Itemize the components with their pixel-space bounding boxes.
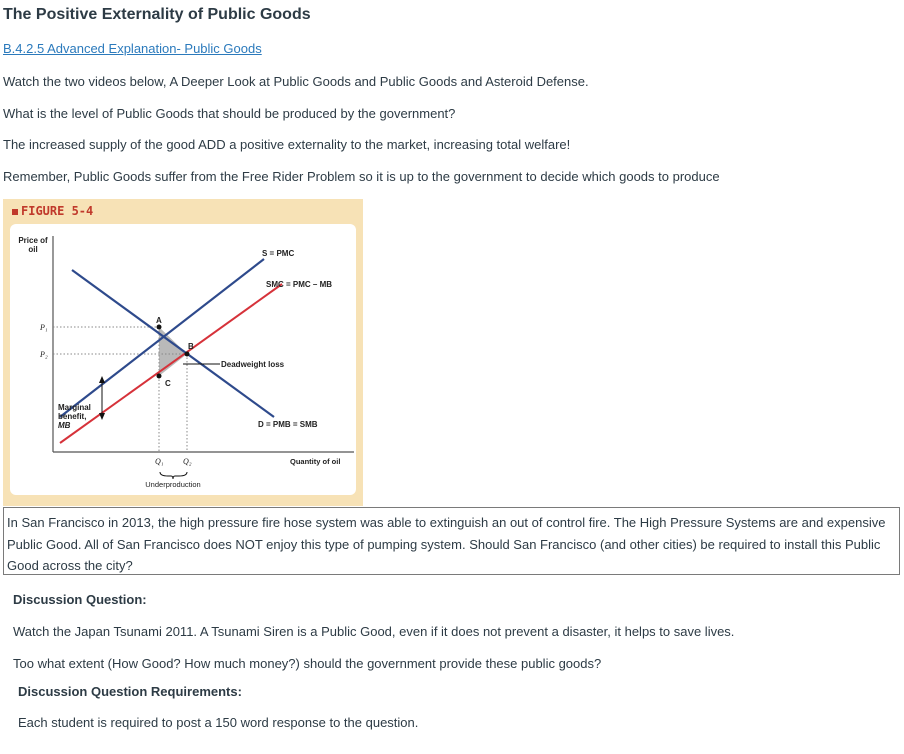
underproduction-label: Underproduction	[145, 480, 201, 489]
paragraph-videos: Watch the two videos below, A Deeper Look at Public Goods and Public Goods and Asteroid Defense.	[3, 74, 589, 89]
paragraph-free-rider: Remember, Public Goods suffer from the Free Rider Problem so it is up to the government to decide which goods to produce	[3, 169, 720, 184]
demand-label: D = PMB = SMB	[258, 420, 318, 429]
point-b-label: B	[188, 342, 194, 351]
point-b-marker	[185, 352, 190, 357]
requirements-heading: Discussion Question Requirements:	[18, 684, 242, 699]
marginal-benefit-label-2: benefit,	[58, 412, 87, 421]
p2-label: P₂	[40, 350, 48, 359]
y-axis-label-2: oil	[28, 245, 38, 254]
underproduction-brace	[160, 472, 187, 479]
supply-label: S = PMC	[262, 249, 295, 258]
y-axis-label-1: Price of	[18, 236, 48, 245]
q1-label: Q₁	[155, 457, 164, 466]
x-axis-label: Quantity of oil	[290, 457, 341, 466]
arrow-up-icon	[99, 376, 105, 383]
scenario-box: In San Francisco in 2013, the high pressure fire hose system was able to extinguish an out of control fire. The High Pressure Systems are and expensive Public Good. All of San Francisco does NOT enjoy this type of pumping system. Should San Francisco (and other cities) be required to install this Public Good across the city?	[3, 507, 900, 575]
point-c-marker	[157, 374, 162, 379]
paragraph-externality: The increased supply of the good ADD a positive externality to the market, increasing total welfare!	[3, 137, 571, 152]
figure-5-4	[3, 199, 363, 506]
discussion-text-tsunami: Watch the Japan Tsunami 2011. A Tsunami Siren is a Public Good, even if it does not prevent a disaster, it helps to save lives.	[13, 624, 735, 639]
paragraph-question: What is the level of Public Goods that should be produced by the government?	[3, 106, 456, 121]
point-a-marker	[157, 325, 162, 330]
advanced-explanation-link[interactable]: B.4.2.5 Advanced Explanation- Public Goods	[3, 41, 262, 56]
deadweight-label: Deadweight loss	[221, 360, 285, 369]
discussion-text-extent: Too what extent (How Good? How much money?) should the government provide these public goods?	[13, 656, 602, 671]
marginal-benefit-label-1: Marginal	[58, 403, 91, 412]
discussion-heading: Discussion Question:	[13, 592, 147, 607]
chart-panel	[10, 224, 356, 495]
page-title: The Positive Externality of Public Goods	[3, 6, 311, 23]
q2-label: Q₂	[183, 457, 192, 466]
externality-chart	[10, 224, 356, 495]
square-bullet-icon	[12, 209, 18, 215]
marginal-benefit-label-3: MB	[58, 421, 71, 430]
p1-label: P₁	[40, 323, 48, 332]
figure-label	[12, 204, 93, 218]
point-c-label: C	[165, 379, 171, 388]
arrow-down-icon	[99, 413, 105, 420]
point-a-label: A	[156, 316, 162, 325]
figure-label-text: FIGURE 5-4	[21, 204, 94, 218]
smc-label: SMC = PMC – MB	[266, 280, 333, 289]
requirements-text: Each student is required to post a 150 word response to the question.	[18, 715, 419, 730]
